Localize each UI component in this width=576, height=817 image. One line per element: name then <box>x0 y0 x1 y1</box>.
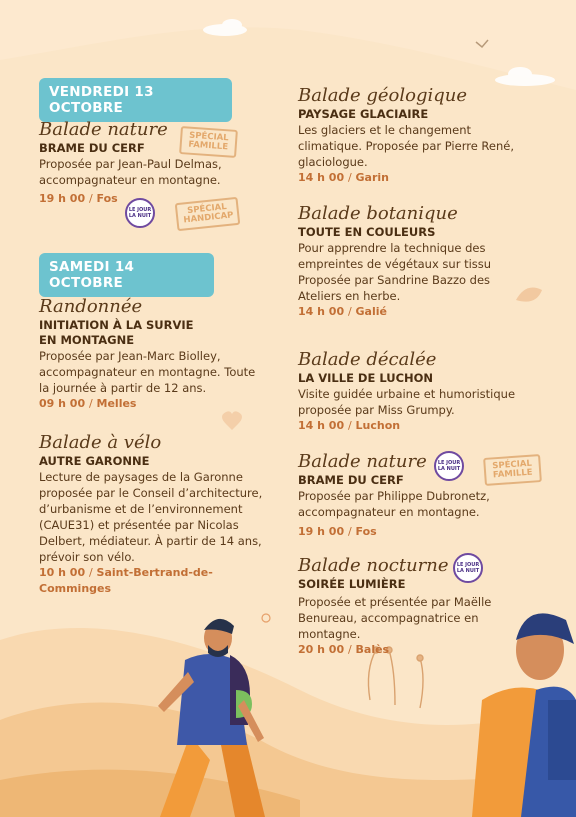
event-title: TOUTE EN COULEURS <box>298 225 436 239</box>
event-place: Saint-Bertrand-de-Comminges <box>39 566 213 595</box>
event-desc-line: Proposée par Jean-Marc Biolley, <box>39 349 221 363</box>
event-desc-line: Proposée par Jean-Paul Delmas, <box>39 157 222 171</box>
event-place: Balès <box>355 643 390 656</box>
event-brame-du-cerf-fos-friday <box>39 120 289 207</box>
event-time: 10 h 00 <box>39 566 86 579</box>
event-desc-line: climatique. Proposée par Pierre René, <box>298 139 515 153</box>
event-desc-line: proposée par le Conseil d’architecture, <box>39 486 263 500</box>
stamp-special-famille: SPÉCIAL FAMILLE <box>483 454 542 486</box>
event-toute-en-couleurs <box>298 204 548 320</box>
stamp-special-famille: SPÉCIAL FAMILLE <box>179 126 238 158</box>
event-desc-line: Proposée par Sandrine Bazzo des <box>298 273 491 287</box>
event-type: Balade botanique <box>298 203 458 224</box>
event-desc-line: glaciologue. <box>298 155 368 169</box>
event-time: 19 h 00 <box>39 192 86 205</box>
event-meta: 09 h 00 / Melles <box>39 397 137 410</box>
event-type: Balade nocturne <box>298 555 449 576</box>
event-ville-de-luchon <box>298 350 548 434</box>
event-desc-line: Ateliers en herbe. <box>298 289 401 303</box>
event-time: 14 h 00 <box>298 419 345 432</box>
event-time: 09 h 00 <box>39 397 86 410</box>
day-header-friday: VENDREDI 13 OCTOBRE <box>39 78 232 122</box>
event-title: BRAME DU CERF <box>298 473 404 487</box>
event-desc-line: accompagnateur en montagne. <box>298 505 480 519</box>
day-header-saturday: SAMEDI 14 OCTOBRE <box>39 253 214 297</box>
event-type: Balade décalée <box>298 349 437 370</box>
event-type: Randonnée <box>39 296 143 317</box>
event-title: LA VILLE DE LUCHON <box>298 371 434 385</box>
event-meta: 19 h 00 / Fos <box>298 525 377 538</box>
event-initiation-survie <box>39 297 279 412</box>
event-type: Balade à vélo <box>39 432 162 453</box>
event-desc-line: Les glaciers et le changement <box>298 123 471 137</box>
event-desc-line: Proposée par Philippe Dubronetz, <box>298 489 490 503</box>
event-soiree-lumiere <box>298 556 548 658</box>
event-place: Galié <box>355 305 387 318</box>
event-desc-line: Visite guidée urbaine et humoristique <box>298 387 516 401</box>
event-desc-line: Pour apprendre la technique des <box>298 241 486 255</box>
event-desc-line: montagne. <box>298 627 361 641</box>
event-desc-line: la journée à partir de 12 ans. <box>39 381 207 395</box>
event-meta: 20 h 00 / Balès <box>298 643 390 656</box>
event-desc-line: Delbert, médiateur. À partir de 14 ans, <box>39 534 262 548</box>
event-place: Garin <box>355 171 389 184</box>
event-title: EN MONTAGNE <box>39 333 135 347</box>
event-title: INITIATION À LA SURVIE <box>39 318 194 332</box>
event-desc-line: (CAUE31) et présentée par Nicolas <box>39 518 239 532</box>
event-meta: 14 h 00 / Luchon <box>298 419 401 432</box>
event-desc-line: d’urbanisme et de l’environnement <box>39 502 243 516</box>
event-time: 20 h 00 <box>298 643 345 656</box>
event-place: Melles <box>96 397 137 410</box>
le-jour-la-nuit-badge: LE JOUR LA NUIT <box>453 553 483 583</box>
event-desc-line: prévoir son vélo. <box>39 550 135 564</box>
event-desc-line: empreintes de végétaux sur tissu <box>298 257 492 271</box>
event-title: SOIRÉE LUMIÈRE <box>298 577 406 591</box>
event-meta: 19 h 00 / Fos <box>39 192 118 205</box>
event-title: PAYSAGE GLACIAIRE <box>298 107 429 121</box>
event-desc-line: Proposée et présentée par Maëlle <box>298 595 492 609</box>
event-meta: 10 h 00 / Saint-Bertrand-de-Comminges <box>39 566 213 595</box>
le-jour-la-nuit-badge: LE JOUR LA NUIT <box>125 198 155 228</box>
event-desc-line: accompagnateur en montagne. <box>39 173 221 187</box>
le-jour-la-nuit-badge: LE JOUR LA NUIT <box>434 451 464 481</box>
event-meta: 14 h 00 / Garin <box>298 171 389 184</box>
event-desc-line: accompagnateur en montagne. Toute <box>39 365 256 379</box>
event-place: Fos <box>96 192 118 205</box>
event-type: Balade nature <box>298 451 427 472</box>
event-type: Balade géologique <box>298 85 467 106</box>
event-time: 19 h 00 <box>298 525 345 538</box>
event-desc-line: proposée par Miss Grumpy. <box>298 403 455 417</box>
event-title: AUTRE GARONNE <box>39 454 150 468</box>
event-time: 14 h 00 <box>298 305 345 318</box>
event-title: BRAME DU CERF <box>39 141 145 155</box>
event-meta: 14 h 00 / Galié <box>298 305 387 318</box>
event-autre-garonne <box>39 433 284 597</box>
event-desc-line: Lecture de paysages de la Garonne <box>39 470 243 484</box>
event-type: Balade nature <box>39 119 168 140</box>
event-place: Fos <box>355 525 377 538</box>
event-place: Luchon <box>355 419 401 432</box>
event-paysage-glaciaire <box>298 86 548 186</box>
stamp-special-handicap: SPÉCIAL HANDICAP <box>175 197 241 231</box>
event-time: 14 h 00 <box>298 171 345 184</box>
event-desc-line: Benureau, accompagnatrice en <box>298 611 479 625</box>
